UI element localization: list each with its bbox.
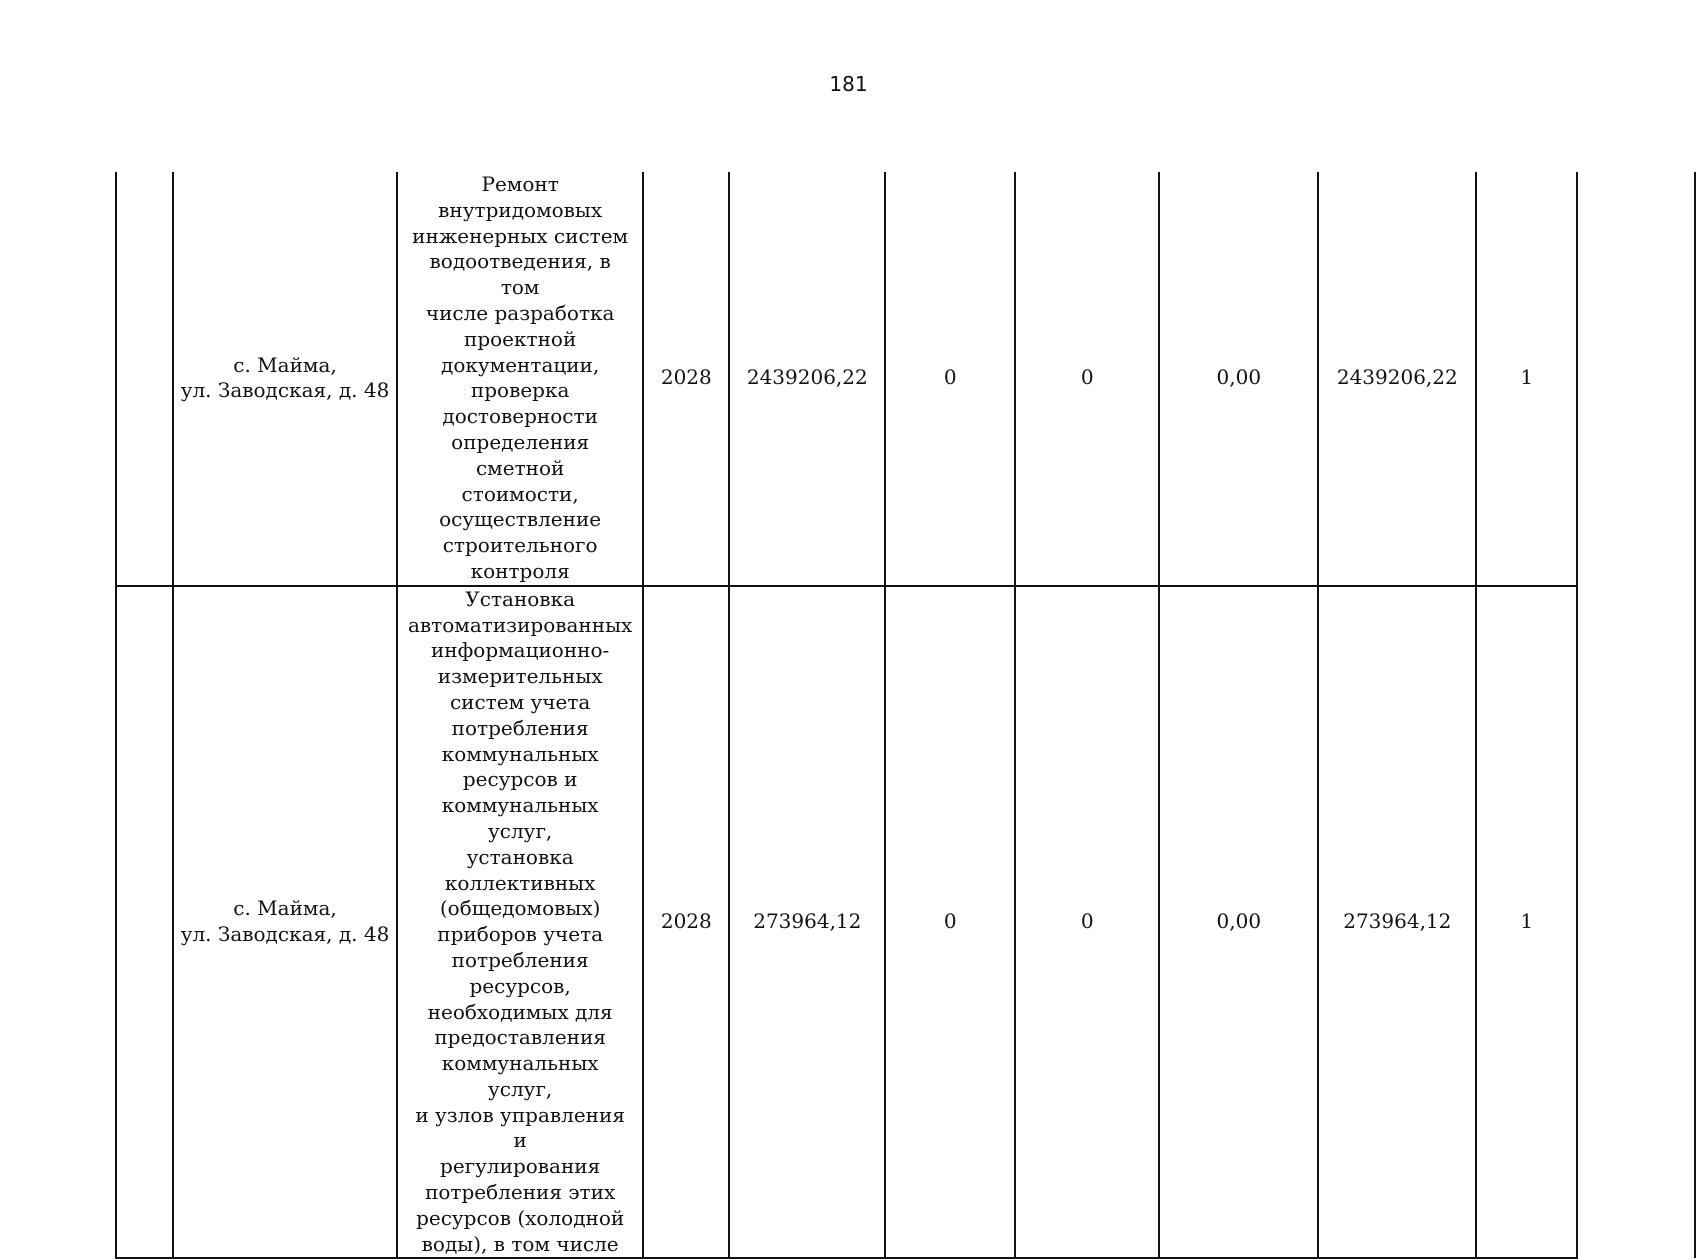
description-line: инженерных систем xyxy=(412,223,629,248)
description-line: коллективных xyxy=(444,870,596,895)
page-number: 181 xyxy=(829,72,868,96)
description-line: коммунальных услуг, xyxy=(441,793,599,843)
description-line: ресурсов (холодной xyxy=(416,1205,625,1230)
description-line: документации, xyxy=(441,352,600,377)
table-row xyxy=(116,172,1695,586)
description-line: коммунальных услуг, xyxy=(441,1051,599,1101)
address-line: ул. Заводская, д. 48 xyxy=(180,922,390,947)
amount-cell: 0,00 xyxy=(1159,586,1318,1259)
address-cell xyxy=(173,586,397,1259)
description-line: числе разработка xyxy=(425,300,615,325)
table-row xyxy=(116,586,1695,1259)
description-line: внутридомовых xyxy=(438,197,603,222)
description-line: автоматизированных xyxy=(408,612,633,637)
work-description-cell xyxy=(397,586,643,1259)
amount-cell: 2439206,22 xyxy=(1318,172,1476,586)
row-number-cell xyxy=(116,172,173,586)
description-line: необходимых для xyxy=(427,999,613,1024)
year-cell: 2028 xyxy=(643,172,729,586)
description-line: определения сметной xyxy=(451,429,590,480)
amount-cell: 273964,12 xyxy=(1318,586,1476,1259)
description-line: ресурсов, xyxy=(469,973,571,998)
description-line: приборов учета xyxy=(437,922,604,947)
description-line: строительного xyxy=(442,533,598,558)
work-description-cell xyxy=(397,172,643,586)
description-line: потребления xyxy=(451,947,589,972)
year-cell: 2028 xyxy=(643,586,729,1259)
amount-cell: 0 xyxy=(1015,586,1159,1259)
description-line: коммунальных xyxy=(441,741,599,766)
description-line: (общедомовых) xyxy=(439,896,601,921)
description-line: и узлов управления и xyxy=(415,1102,625,1153)
description-line: осуществление xyxy=(439,507,602,532)
amount-cell: 0 xyxy=(1015,172,1159,586)
total-cost-cell: 2439206,22 xyxy=(729,172,885,586)
description-line: достоверности xyxy=(442,404,598,429)
description-line: информационно- xyxy=(430,638,610,663)
count-cell: 1 xyxy=(1476,586,1577,1259)
description-line: стоимости, xyxy=(461,481,579,506)
address-line: с. Майма, xyxy=(233,896,337,921)
description-line: измерительных xyxy=(437,664,603,689)
description-line: установка xyxy=(466,844,574,869)
description-line: водоотведения, в том xyxy=(429,249,611,300)
amount-cell: 0 xyxy=(885,586,1015,1259)
total-cost-cell: 273964,12 xyxy=(729,586,885,1259)
description-line: воды), в том числе xyxy=(421,1231,619,1256)
count-cell: 1 xyxy=(1476,172,1577,586)
description-line: ресурсов и xyxy=(462,767,578,792)
description-line: предоставления xyxy=(434,1025,606,1050)
empty-cell xyxy=(1577,172,1695,1258)
address-cell xyxy=(173,172,397,586)
description-line: Установка xyxy=(465,586,575,611)
address-line: с. Майма, xyxy=(233,352,337,377)
address-line: ул. Заводская, д. 48 xyxy=(180,378,390,403)
description-line: потребления этих xyxy=(425,1180,616,1205)
amount-cell: 0 xyxy=(885,172,1015,586)
description-line: Ремонт xyxy=(481,172,559,196)
works-table xyxy=(115,172,1696,1259)
row-number-cell xyxy=(116,586,173,1259)
description-line: проектной xyxy=(464,326,577,351)
description-line: потребления xyxy=(451,715,589,740)
description-line: систем учета xyxy=(449,689,591,714)
amount-cell: 0,00 xyxy=(1159,172,1318,586)
description-line: регулирования xyxy=(440,1154,601,1179)
description-line: контроля xyxy=(470,558,570,583)
description-line: проверка xyxy=(470,378,570,403)
